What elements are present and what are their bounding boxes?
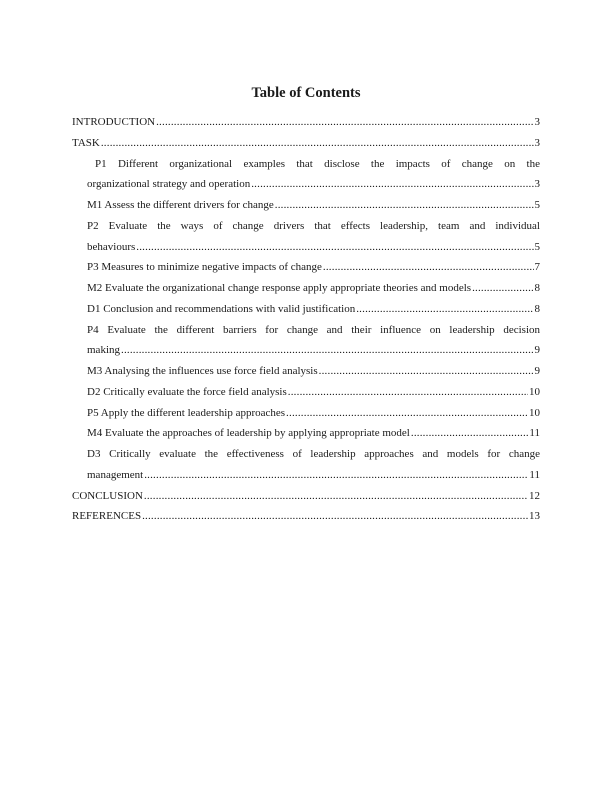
toc-entry-label: M2 Evaluate the organizational change response apply appropriate theories and models	[87, 282, 472, 294]
toc-page-number: 8	[534, 302, 540, 315]
dot-leader	[411, 423, 529, 444]
toc-page-number: 10	[529, 406, 540, 419]
toc-entry-references[interactable]	[72, 506, 540, 527]
toc-entry-m1[interactable]	[72, 195, 540, 216]
dot-leader	[472, 278, 533, 299]
toc-entry-label-line1: P1 Different organizational examples that disclose the impacts of change on the	[95, 157, 540, 170]
toc-entry-label: management	[87, 468, 144, 481]
toc-page-number: 7	[534, 261, 540, 274]
toc-entry-label: P5 Apply the different leadership approaches	[87, 406, 286, 419]
toc-entry-label: behaviours	[87, 240, 136, 253]
toc-entry-label-line1: P2 Evaluate the ways of change drivers that effects leadership, team and individual	[87, 219, 540, 232]
toc-page-number: 11	[529, 468, 540, 481]
toc-page-number: 3	[534, 116, 540, 128]
dot-leader	[356, 299, 533, 320]
toc-entry-label: M3 Analysing the influences use force field analysis	[87, 365, 318, 377]
toc-page-number: 8	[534, 282, 540, 294]
dot-leader	[156, 112, 533, 133]
toc-entry-p4[interactable]	[72, 320, 540, 362]
toc-entry-m3[interactable]	[72, 361, 540, 382]
toc-title: Table of Contents	[251, 85, 361, 101]
toc-entry-p3[interactable]	[72, 257, 540, 278]
toc-entry-label: INTRODUCTION	[72, 116, 156, 128]
dot-leader	[144, 486, 528, 507]
toc-entry-d3[interactable]	[72, 444, 540, 486]
dot-leader	[136, 237, 533, 258]
dot-leader	[142, 506, 528, 527]
toc-entry-label-line1: D3 Critically evaluate the effectiveness of leadership approaches and models for change	[87, 448, 540, 460]
toc-page-number: 9	[534, 365, 540, 377]
toc-entry-label: CONCLUSION	[72, 489, 143, 502]
dot-leader	[121, 340, 534, 361]
toc-entry-label: organizational strategy and operation	[87, 178, 251, 191]
toc-entry-introduction[interactable]	[72, 112, 540, 133]
toc-entry-p2[interactable]	[72, 216, 540, 258]
toc-page-number: 12	[529, 489, 540, 502]
toc-page-number: 13	[529, 510, 540, 523]
toc-page-number: 5	[534, 240, 540, 253]
toc-page-number: 3	[534, 136, 540, 149]
toc-entry-label: TASK	[72, 136, 100, 149]
toc-entry-m4[interactable]	[72, 423, 540, 444]
toc-entry-d2[interactable]	[72, 382, 540, 403]
toc-entry-label: REFERENCES	[72, 510, 142, 523]
toc-page-number: 3	[534, 178, 540, 191]
dot-leader	[144, 465, 528, 486]
toc-page-number: 5	[534, 199, 540, 211]
toc-entry-d1[interactable]	[72, 299, 540, 320]
toc-entry-label: P3 Measures to minimize negative impacts of change	[87, 261, 322, 274]
dot-leader	[251, 174, 533, 195]
toc-entry-label: D2 Critically evaluate the force field analysis	[87, 385, 287, 398]
toc-page-number: 11	[529, 427, 540, 440]
dot-leader	[288, 382, 528, 403]
toc-page-number: 10	[529, 385, 540, 398]
toc-entry-conclusion[interactable]	[72, 486, 540, 507]
toc-entry-task[interactable]	[72, 133, 540, 154]
table-of-contents	[72, 112, 540, 527]
dot-leader	[101, 133, 534, 154]
toc-entry-label: making	[87, 344, 120, 357]
toc-entry-label: M4 Evaluate the approaches of leadership by applying appropriate model	[87, 427, 410, 440]
toc-entry-m2[interactable]	[72, 278, 540, 299]
toc-entry-label: M1 Assess the different drivers for change	[87, 199, 274, 211]
toc-entry-label: D1 Conclusion and recommendations with valid justification	[87, 302, 356, 315]
dot-leader	[275, 195, 534, 216]
dot-leader	[323, 257, 534, 278]
toc-entry-p1[interactable]	[72, 154, 540, 196]
toc-entry-label-line1: P4 Evaluate the different barriers for change and their influence on leadership decision	[87, 323, 540, 336]
toc-page-number: 9	[534, 344, 540, 357]
dot-leader	[286, 403, 528, 424]
toc-entry-p5[interactable]	[72, 403, 540, 424]
dot-leader	[319, 361, 534, 382]
